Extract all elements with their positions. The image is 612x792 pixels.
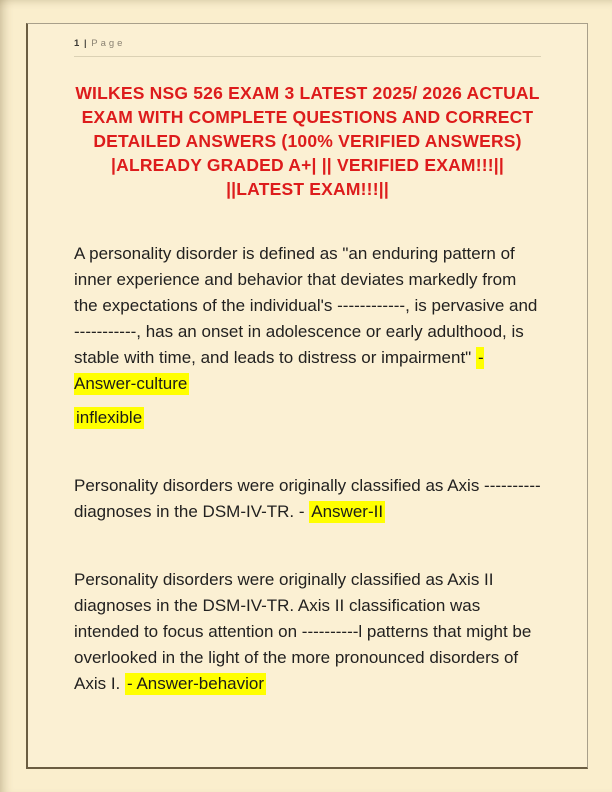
page (26, 23, 588, 769)
exam-title-line: WILKES NSG 526 EXAM 3 LATEST 2025/ 2026 ACTUAL (75, 83, 540, 103)
blank-paragraph (74, 439, 541, 465)
page-number: 1 (74, 38, 81, 49)
paragraph (74, 473, 541, 525)
header-separator: | (83, 38, 87, 49)
document-body (74, 241, 541, 697)
highlighted-answer: Answer-II (311, 502, 384, 521)
paragraph (74, 405, 541, 431)
exam-title-line: |ALREADY GRADED A+| || VERIFIED EXAM!!!|| (111, 155, 504, 175)
highlighted-answer: inflexible (76, 408, 143, 427)
question-text: Personality disorders were originally classified as Axis ---------- diagnoses in the DSM-IV-TR. - (74, 476, 541, 521)
exam-title (74, 81, 541, 201)
exam-title-line: DETAILED ANSWERS (100% VERIFIED ANSWERS) (93, 131, 522, 151)
exam-title-line: ||LATEST EXAM!!!|| (226, 179, 389, 199)
highlighted-answer: - Answer-behavior (127, 674, 265, 693)
paragraph (74, 241, 541, 397)
blank-paragraph (74, 533, 541, 559)
exam-title-line: EXAM WITH COMPLETE QUESTIONS AND CORRECT (81, 107, 534, 127)
question-text: Personality disorders were originally classified as Axis II diagnoses in the DSM-IV-TR. Axis II classification was intended to focus attention on ----------l patterns that might be overlooked in the light of the more pronounced disorders of Axis I. (74, 570, 532, 693)
page-label: Page (91, 38, 126, 49)
paragraph (74, 567, 541, 697)
question-text: A personality disorder is defined as "an enduring pattern of inner experience and behavior that deviates markedly from the expectations of the individual's ------------, is pervasive and -----------, has an onset in adolescence or early adulthood, is stable with time, and leads to distress or impairment" (74, 244, 538, 367)
highlighted-answer: - Answer-culture (74, 348, 484, 393)
page-header (74, 37, 541, 57)
